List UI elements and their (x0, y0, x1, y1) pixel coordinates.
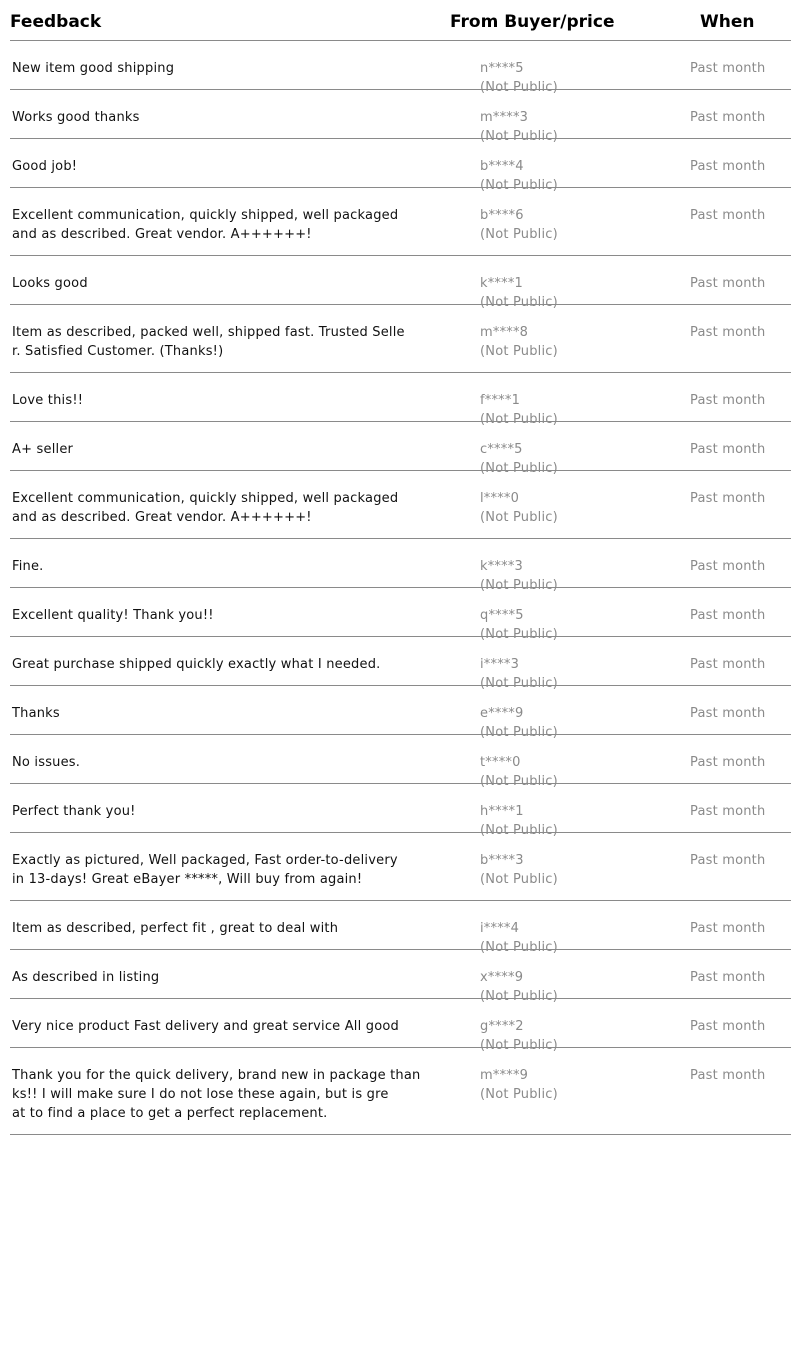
feedback-when: Past month (690, 491, 766, 506)
feedback-comment: Great purchase shipped quickly exactly what I needed. (12, 657, 381, 672)
feedback-when: Past month (690, 110, 766, 125)
feedback-comment: Thanks (12, 706, 60, 721)
buyer-price-note: (Not Public) (480, 227, 558, 242)
feedback-when: Past month (690, 706, 766, 721)
table-row (10, 41, 791, 95)
buyer-price-note: (Not Public) (480, 1087, 558, 1102)
buyer-info (480, 851, 660, 889)
header-feedback: Feedback (10, 12, 102, 32)
feedback-when: Past month (690, 276, 766, 291)
buyer-id: k****1 (480, 276, 523, 291)
table-row (10, 256, 791, 310)
buyer-id: g****2 (480, 1019, 524, 1034)
buyer-id: h****1 (480, 804, 524, 819)
buyer-id: m****9 (480, 1068, 529, 1083)
table-row (10, 373, 791, 427)
feedback-table (10, 0, 791, 1135)
feedback-comment: Very nice product Fast delivery and great service All good (12, 1019, 399, 1034)
table-row (10, 588, 791, 642)
buyer-price-note: (Not Public) (480, 129, 558, 144)
table-row (10, 305, 791, 373)
buyer-price-note: (Not Public) (480, 774, 558, 789)
feedback-comment: New item good shipping (12, 61, 175, 76)
feedback-when: Past month (690, 755, 766, 770)
feedback-comment: Excellent communication, quickly shipped, well packaged and as described. Great vendor. A++++++! (12, 208, 399, 242)
buyer-price-note: (Not Public) (480, 823, 558, 838)
feedback-when: Past month (690, 1068, 766, 1083)
feedback-when: Past month (690, 608, 766, 623)
table-row (10, 471, 791, 539)
buyer-price-note: (Not Public) (480, 510, 558, 525)
feedback-comment: Works good thanks (12, 110, 140, 125)
feedback-comment: Excellent communication, quickly shipped, well packaged and as described. Great vendor. A++++++! (12, 491, 399, 525)
table-row (10, 637, 791, 691)
table-row (10, 539, 791, 593)
feedback-when: Past month (690, 1019, 766, 1034)
buyer-info (480, 489, 660, 527)
feedback-comment: Fine. (12, 559, 44, 574)
buyer-price-note: (Not Public) (480, 872, 558, 887)
feedback-when: Past month (690, 657, 766, 672)
buyer-price-note: (Not Public) (480, 989, 558, 1004)
feedback-comment: As described in listing (12, 970, 160, 985)
buyer-id: b****4 (480, 159, 524, 174)
feedback-comment: Thank you for the quick delivery, brand new in package than ks!! I will make sure I do not lose these again, but is gre at to find a place to get a perfect replacement. (12, 1068, 421, 1121)
header-when: When (700, 12, 755, 32)
buyer-id: i****4 (480, 921, 520, 936)
buyer-price-note: (Not Public) (480, 1038, 558, 1053)
feedback-when: Past month (690, 853, 766, 868)
buyer-id: i****3 (480, 657, 520, 672)
feedback-comment: Excellent quality! Thank you!! (12, 608, 214, 623)
buyer-id: b****6 (480, 208, 524, 223)
buyer-id: m****3 (480, 110, 529, 125)
buyer-id: m****8 (480, 325, 529, 340)
feedback-when: Past month (690, 61, 766, 76)
feedback-when: Past month (690, 208, 766, 223)
feedback-when: Past month (690, 921, 766, 936)
feedback-when: Past month (690, 393, 766, 408)
buyer-price-note: (Not Public) (480, 676, 558, 691)
feedback-comment: Item as described, perfect fit , great to deal with (12, 921, 339, 936)
buyer-price-note: (Not Public) (480, 295, 558, 310)
feedback-comment: Perfect thank you! (12, 804, 136, 819)
table-row (10, 833, 791, 901)
table-row (10, 901, 791, 955)
buyer-id: e****9 (480, 706, 524, 721)
table-header (10, 0, 791, 41)
buyer-id: q****5 (480, 608, 524, 623)
buyer-price-note: (Not Public) (480, 344, 558, 359)
feedback-when: Past month (690, 559, 766, 574)
buyer-price-note: (Not Public) (480, 80, 558, 95)
buyer-info (480, 323, 660, 361)
buyer-id: k****3 (480, 559, 523, 574)
table-row (10, 686, 791, 740)
feedback-rows (10, 41, 791, 1135)
buyer-info (480, 206, 660, 244)
buyer-id: b****3 (480, 853, 524, 868)
buyer-price-note: (Not Public) (480, 627, 558, 642)
buyer-price-note: (Not Public) (480, 461, 558, 476)
feedback-comment: Exactly as pictured, Well packaged, Fast order-to-delivery in 13-days! Great eBayer *****, Will buy from again! (12, 853, 398, 887)
buyer-info (480, 1066, 660, 1104)
feedback-comment: Good job! (12, 159, 78, 174)
feedback-when: Past month (690, 159, 766, 174)
table-row (10, 139, 791, 193)
buyer-price-note: (Not Public) (480, 940, 558, 955)
table-row (10, 422, 791, 476)
feedback-when: Past month (690, 970, 766, 985)
table-row (10, 784, 791, 838)
buyer-id: x****9 (480, 970, 524, 985)
table-row (10, 999, 791, 1053)
feedback-comment: A+ seller (12, 442, 74, 457)
table-row (10, 950, 791, 1004)
buyer-price-note: (Not Public) (480, 725, 558, 740)
table-row (10, 735, 791, 789)
table-row (10, 1048, 791, 1135)
buyer-id: f****1 (480, 393, 521, 408)
header-buyer-price: From Buyer/price (450, 12, 615, 32)
feedback-comment: No issues. (12, 755, 81, 770)
table-row (10, 90, 791, 144)
buyer-id: t****0 (480, 755, 521, 770)
feedback-comment: Love this!! (12, 393, 84, 408)
buyer-price-note: (Not Public) (480, 412, 558, 427)
buyer-id: n****5 (480, 61, 524, 76)
feedback-when: Past month (690, 442, 766, 457)
table-row (10, 188, 791, 256)
buyer-id: c****5 (480, 442, 523, 457)
buyer-price-note: (Not Public) (480, 178, 558, 193)
buyer-id: l****0 (480, 491, 520, 506)
feedback-when: Past month (690, 804, 766, 819)
buyer-price-note: (Not Public) (480, 578, 558, 593)
feedback-comment: Looks good (12, 276, 88, 291)
feedback-when: Past month (690, 325, 766, 340)
feedback-comment: Item as described, packed well, shipped fast. Trusted Selle r. Satisfied Customer. (Thanks!) (12, 325, 405, 359)
